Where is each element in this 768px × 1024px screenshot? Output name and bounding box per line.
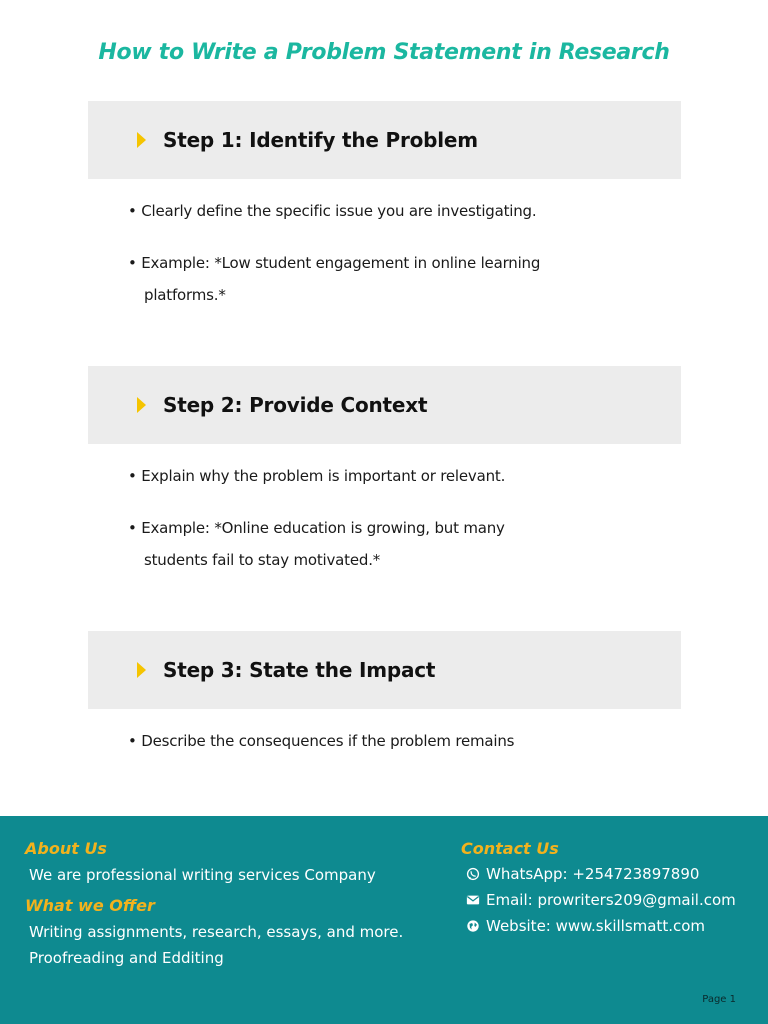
contact-whatsapp[interactable] (466, 865, 699, 883)
triangle-right-icon (137, 397, 146, 413)
step-1-bullet-1 (128, 195, 536, 227)
offer-line-1: Writing assignments, research, essays, and more. (29, 923, 404, 941)
step-3-header (88, 631, 681, 709)
step-3-bullet-1 (128, 725, 514, 757)
about-text: We are professional writing services Company (29, 866, 376, 884)
website-text: Website: www.skillsmatt.com (486, 917, 706, 935)
triangle-right-icon (137, 662, 146, 678)
triangle-right-icon (137, 132, 146, 148)
document-title: How to Write a Problem Statement in Research (98, 40, 670, 65)
bullet-text: • Explain why the problem is important or relevant. (128, 467, 506, 485)
bullet-text: • Example: *Low student engagement in online learning (128, 254, 541, 272)
footer (0, 816, 768, 1024)
offer-heading: What we Offer (25, 896, 155, 915)
bullet-text: • Clearly define the specific issue you are investigating. (128, 202, 537, 220)
email-text: Email: prowriters209@gmail.com (486, 891, 736, 909)
envelope-icon (466, 893, 480, 907)
globe-icon (466, 919, 480, 933)
step-1-bullet-2 (128, 247, 540, 311)
bullet-text: • Describe the consequences if the problem remains (128, 732, 515, 750)
contact-email[interactable] (466, 891, 736, 909)
contact-heading: Contact Us (461, 839, 559, 858)
bullet-text-continued: students fail to stay motivated.* (144, 551, 381, 569)
whatsapp-icon (466, 867, 480, 881)
step-2-bullet-2 (128, 512, 505, 576)
bullet-text: • Example: *Online education is growing, but many (128, 519, 505, 537)
contact-website[interactable] (466, 917, 705, 935)
page-number: Page 1 (702, 994, 736, 1005)
step-1-header (88, 101, 681, 179)
bullet-text-continued: platforms.* (144, 286, 226, 304)
step-1-title: Step 1: Identify the Problem (163, 128, 478, 152)
about-heading: About Us (25, 839, 107, 858)
offer-line-2: Proofreading and Edditing (29, 949, 224, 967)
step-2-title: Step 2: Provide Context (163, 393, 428, 417)
whatsapp-text: WhatsApp: +254723897890 (486, 865, 700, 883)
step-2-bullet-1 (128, 460, 505, 492)
step-3-title: Step 3: State the Impact (163, 658, 436, 682)
step-2-header (88, 366, 681, 444)
